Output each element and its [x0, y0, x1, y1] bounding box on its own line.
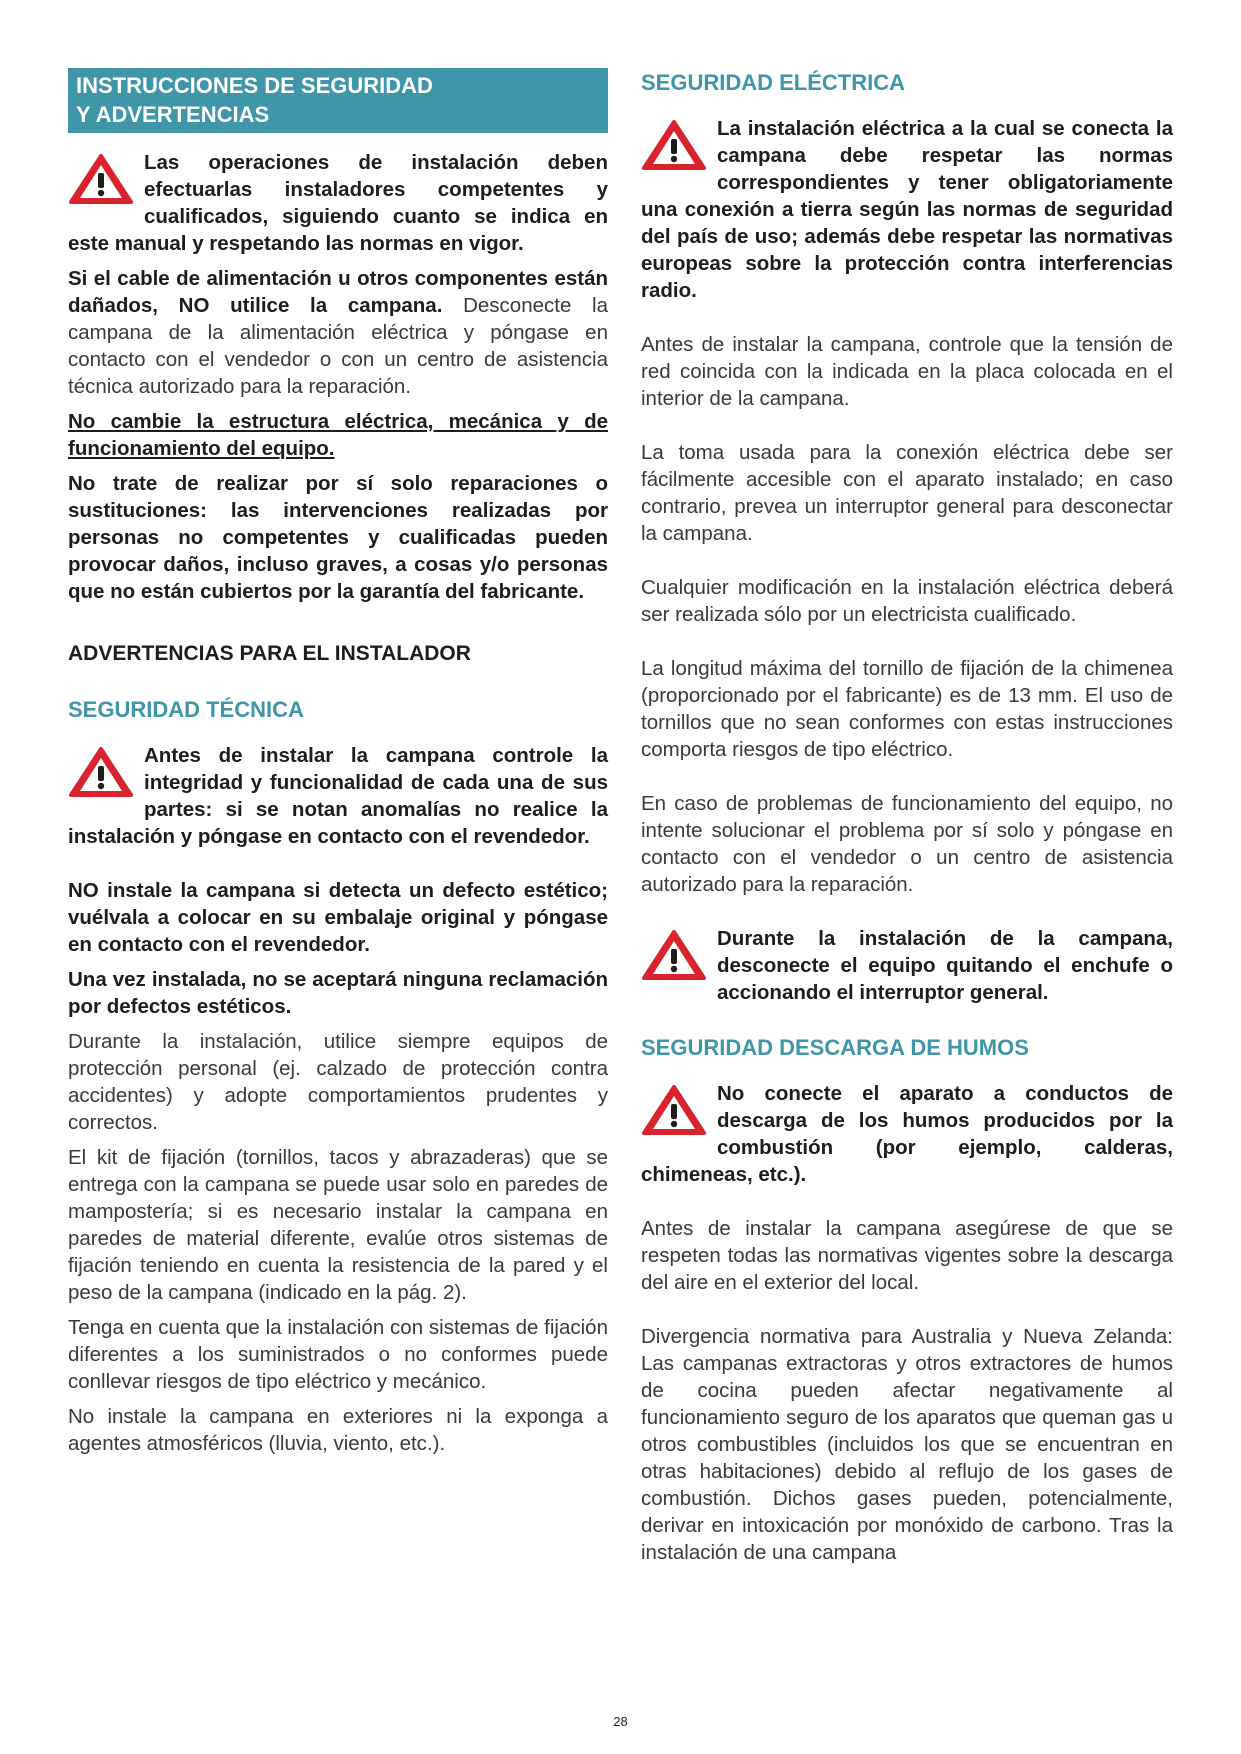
fixing-systems-risk-paragraph: Tenga en cuenta que la instalación con sistemas de fijación diferentes a los suministrados o no conformes puede conllevar riesgos de tipo eléctrico y mecánico. — [68, 1316, 608, 1393]
no-claims-paragraph: Una vez instalada, no se aceptará ninguna reclamación por defectos estéticos. — [68, 968, 608, 1018]
technical-safety-title: SEGURIDAD TÉCNICA — [68, 697, 304, 722]
no-repairs-paragraph: No trate de realizar por sí solo reparaciones o sustituciones: las intervenciones realizadas por personas no competentes y cualificadas pueden provocar daños, incluso graves, a cosas y/o personas que no están cubiertos por la garantía del fabricante. — [68, 472, 608, 603]
warning-smoke-ducts: No conecte el aparato a conductos de descarga de los humos producidos por la combustión (por ejemplo, calderas, chimeneas, etc.). — [641, 1082, 1173, 1186]
fixing-kit-paragraph: El kit de fijación (tornillos, tacos y abrazaderas) que se entrega con la campana se puede usar solo en paredes de mampostería; si es necesario instalar la campana en paredes de material diferente, evalúe otros sistemas de fijación teniendo en cuenta la resistencia de la pared y el peso de la campana (indicado en la pág. 2). — [68, 1146, 608, 1304]
screw-length-paragraph: La longitud máxima del tornillo de fijación de la chimenea (proporcionado por el fabricante) es de 13 mm. El uso de tornillos que no sean conformes con estas instrucciones comporta riesgos de tipo eléctrico. — [641, 657, 1173, 761]
no-change-structure-paragraph: No cambie la estructura eléctrica, mecánica y de funcionamiento del equipo. — [68, 410, 608, 460]
safety-banner: INSTRUCCIONES DE SEGURIDAD Y ADVERTENCIAS — [68, 68, 608, 133]
right-column — [641, 68, 1173, 1574]
warning-check-integrity: Antes de instalar la campana controle la integridad y funcionalidad de cada una de sus partes: si se notan anomalías no realice la instalación y póngase en contacto con el revendedor. — [68, 744, 608, 848]
electrical-safety-title: SEGURIDAD ELÉCTRICA — [641, 70, 906, 95]
voltage-check-paragraph: Antes de instalar la campana, controle que la tensión de red coincida con la indicada en la placa colocada en el interior de la campana. — [641, 333, 1173, 410]
smoke-discharge-title: SEGURIDAD DESCARGA DE HUMOS — [641, 1035, 1029, 1060]
warning-icon — [641, 1084, 707, 1136]
warning-disconnect: Durante la instalación de la campana, desconecte el equipo quitando el enchufe o accionando el interruptor general. — [641, 925, 1173, 1006]
warning-icon — [641, 929, 707, 981]
damaged-cable-paragraph: Si el cable de alimentación u otros componentes están dañados, NO utilice la campana. Desconecte la campana de la alimentación eléctrica y póngase en contacto con el vendedor o con un centro de asistencia técnica autorizado para la reparación. — [68, 267, 608, 398]
malfunction-paragraph: En caso de problemas de funcionamiento del equipo, no intente solucionar el problema por sí solo y póngase en contacto con el vendedor o un centro de asistencia autorizado para la reparación. — [641, 792, 1173, 896]
page-number: 28 — [613, 1714, 628, 1729]
australia-nz-paragraph: Divergencia normativa para Australia y Nueva Zelanda: Las campanas extractoras y otros extractores de humos de cocina pueden afectar negativamente al funcionamiento seguro de los aparatos que queman gas u otros combustibles (incluidos los que se encuentran en otras habitaciones) debido al reflujo de los gases de combustión. Dichos gases pueden, potencialmente, derivar en intoxicación por monóxido de carbono. Tras la instalación de una campana — [641, 1325, 1173, 1564]
installer-warnings-heading: ADVERTENCIAS PARA EL INSTALADOR — [68, 642, 471, 665]
outdoor-install-paragraph: No instale la campana en exteriores ni la exponga a agentes atmosféricos (lluvia, viento, etc.). — [68, 1405, 608, 1455]
qualified-electrician-paragraph: Cualquier modificación en la instalación eléctrica deberá ser realizada sólo por un electricista cualificado. — [641, 576, 1173, 626]
warning-installation-operations: Las operaciones de instalación deben efectuarlas instaladores competentes y cualificados, siguiendo cuanto se indica en este manual y respetando las normas en vigor. — [68, 151, 608, 255]
air-discharge-regulations-paragraph: Antes de instalar la campana asegúrese de que se respeten todas las normativas vigentes sobre la descarga del aire en el exterior del local. — [641, 1217, 1173, 1294]
left-column — [68, 68, 608, 1465]
warning-icon — [641, 119, 707, 171]
socket-access-paragraph: La toma usada para la conexión eléctrica debe ser fácilmente accesible con el aparato instalado; en caso contrario, prevea un interruptor general para desconectar la campana. — [641, 441, 1173, 545]
aesthetic-defect-paragraph: NO instale la campana si detecta un defecto estético; vuélvala a colocar en su embalaje original y póngase en contacto con el revendedor. — [68, 879, 608, 956]
protective-equipment-paragraph: Durante la instalación, utilice siempre equipos de protección personal (ej. calzado de protección contra accidentes) y adopte comportamientos prudentes y correctos. — [68, 1030, 608, 1134]
warning-icon — [68, 746, 134, 798]
warning-icon — [68, 153, 134, 205]
warning-electrical-installation: La instalación eléctrica a la cual se conecta la campana debe respetar las normas correspondientes y tener obligatoriamente una conexión a tierra según las normas de seguridad del país de uso; además debe respetar las normativas europeas sobre la protección contra interferencias radio. — [641, 117, 1173, 302]
